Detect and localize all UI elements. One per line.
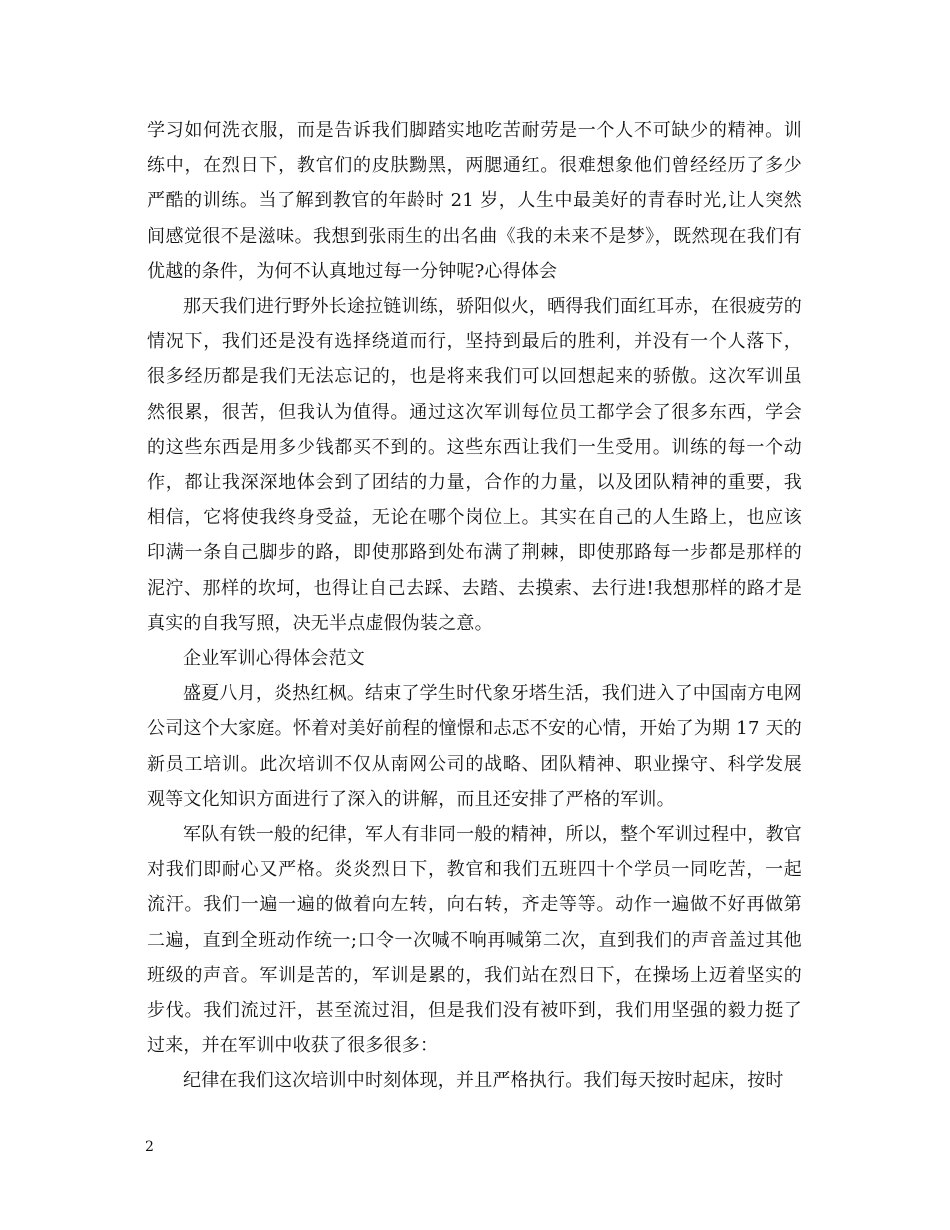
section-heading: 企业军训心得体会范文	[183, 648, 365, 670]
document-body	[147, 113, 802, 1099]
page-number: 2	[145, 1139, 154, 1155]
paragraph-5: 纪律在我们这次培训中时刻体现，并且严格执行。我们每天按时起床，按时	[183, 1070, 784, 1092]
paragraph-1: 学习如何洗衣服，而是告诉我们脚踏实地吃苦耐劳是一个人不可缺少的精神。训练中，在烈日下，教官们的皮肤黝黑，两腮通红。很难想象他们曾经经历了多少严酷的训练。当了解到教官的年龄时 21 岁，人生中最美好的青春时光,让人突然间感觉很不是滋味。我想到张雨生的出名曲《我的未来不是梦》，既然现在我们有优越的条件，为何不认真地过每一分钟呢?心得体会	[147, 120, 802, 282]
paragraph-3: 盛夏八月，炎热红枫。结束了学生时代象牙塔生活，我们进入了中国南方电网公司这个大家庭。怀着对美好前程的憧憬和忐忑不安的心情，开始了为期 17 天的新员工培训。此次培训不仅从南网公司的战略、团队精神、职业操守、科学发展观等文化知识方面进行了深入的讲解，而且还安排了严格的军训。	[147, 683, 802, 810]
paragraph-2: 那天我们进行野外长途拉链训练，骄阳似火，晒得我们面红耳赤，在很疲劳的情况下，我们还是没有选择绕道而行，坚持到最后的胜利，并没有一个人落下，很多经历都是我们无法忘记的，也是将来我们可以回想起来的骄傲。这次军训虽然很累，很苦，但我认为值得。通过这次军训每位员工都学会了很多东西，学会的这些东西是用多少钱都买不到的。这些东西让我们一生受用。训练的每一个动作，都让我深深地体会到了团结的力量，合作的力量，以及团队精神的重要，我相信，它将使我终身受益，无论在哪个岗位上。其实在自己的人生路上，也应该印满一条自己脚步的路，即使那路到处布满了荆棘，即使那路每一步都是那样的泥泞、那样的坎坷，也得让自己去踩、去踏、去摸索、去行进!我想那样的路才是真实的自我写照，决无半点虚假伪装之意。	[147, 296, 802, 634]
paragraph-4: 军队有铁一般的纪律，军人有非同一般的精神，所以，整个军训过程中，教官对我们即耐心又严格。炎炎烈日下，教官和我们五班四十个学员一同吃苦，一起流汗。我们一遍一遍的做着向左转，向右转，齐走等等。动作一遍做不好再做第二遍，直到全班动作统一;口令一次喊不响再喊第二次，直到我们的声音盖过其他班级的声音。军训是苦的，军训是累的，我们站在烈日下，在操场上迈着坚实的步伐。我们流过汗，甚至流过泪，但是我们没有被吓到，我们用坚强的毅力挺了过来，并在军训中收获了很多很多：	[147, 824, 802, 1057]
